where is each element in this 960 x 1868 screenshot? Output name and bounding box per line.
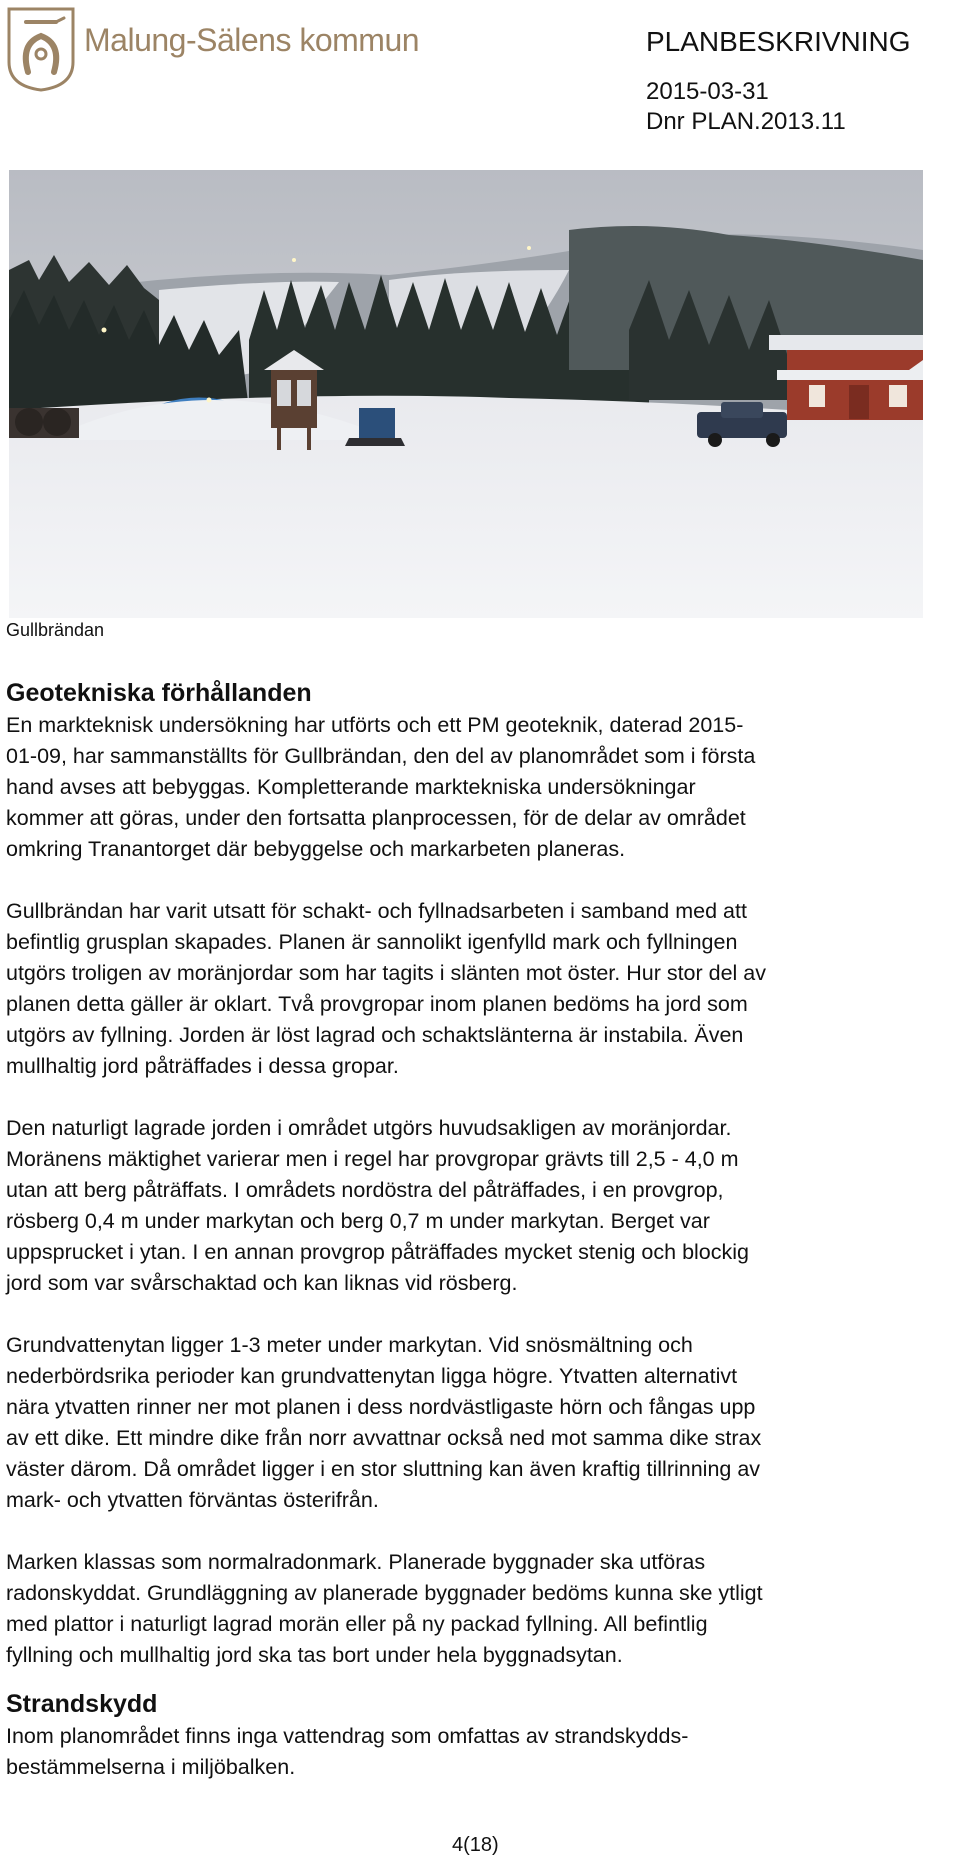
paragraph: Gullbrändan har varit utsatt för schakt- och fyllnadsarbeten i samband med att befintlig grusplan skapades. Planen är sannolikt igenfylld mark och fyllningen utgörs troligen av moränjordar som har tagits i slänten mot öster. Hur stor del av planen detta gäller är oklart. Två provgropar inom planen bedöms ha jord som utgörs av fyllning. Jorden är löst lagrad och schaktslänterna är instabila. Även mullhaltig jord påträffades i dessa gropar. [6, 899, 767, 1078]
paragraph: Marken klassas som normalradonmark. Planerade byggnader ska utföras radonskyddat. Grundläggning av planerade byggnader bedöms kunna ske ytligt med plattor i naturligt lagrad morän eller på ny packad fyllning. All befintlig fyllning och mullhaltig jord ska tas bort under hela byggnadsytan. [6, 1550, 763, 1667]
section-heading-shore-protection: Strandskydd [6, 1690, 158, 1718]
document-body [6, 676, 956, 1783]
paragraph: Grundvattenytan ligger 1-3 meter under markytan. Vid snösmältning och nederbördsrika perioder kan grundvattenytan ligga högre. Ytvatten alternativt nära ytvatten rinner ner mot planen i dess nordvästligaste hörn och fångas upp av ett dike. Ett mindre dike från norr avvattnar också ned mot samma dike strax väster därom. Då området ligger i en stor sluttning kan även kraftig tillrinning av mark- och ytvatten förväntas österifrån. [6, 1333, 762, 1512]
document-date: 2015-03-31 [646, 78, 769, 105]
photo-caption: Gullbrändan [6, 620, 105, 640]
page-number: 4(18) [452, 1834, 499, 1856]
organization-name: Malung-Sälens kommun [84, 22, 420, 58]
document-reference-number: Dnr PLAN.2013.11 [646, 108, 846, 135]
document-type: PLANBESKRIVNING [646, 26, 911, 57]
paragraph: Inom planområdet finns inga vattendrag som omfattas av strandskydds- bestämmelserna i miljöbalken. [6, 1724, 689, 1779]
section-heading-geotechnical: Geotekniska förhållanden [6, 679, 312, 707]
site-photo [9, 170, 923, 618]
horseshoe-crest-icon [6, 6, 76, 92]
paragraph: En markteknisk undersökning har utförts och ett PM geoteknik, daterad 2015- 01-09, har sammanställts för Gullbrändan, den del av planområdet som i första hand avses att bebyggas. Kompletterande marktekniska undersökningar kommer att göras, under den fortsatta planprocessen, för de delar av området omkring Tranantorget där bebyggelse och markarbeten planeras. [6, 713, 756, 861]
paragraph: Den naturligt lagrade jorden i området utgörs huvudsakligen av moränjordar. Moränens mäktighet varierar men i regel har provgropar grävts till 2,5 - 4,0 m utan att berg påträffats. I områdets nordöstra del påträffades, i en provgrop, rösberg 0,4 m under markytan och berg 0,7 m under markytan. Berget var uppsprucket i ytan. I en annan provgrop påträffades mycket stenig och blockig jord som var svårschaktad och kan liknas vid rösberg. [6, 1116, 749, 1295]
